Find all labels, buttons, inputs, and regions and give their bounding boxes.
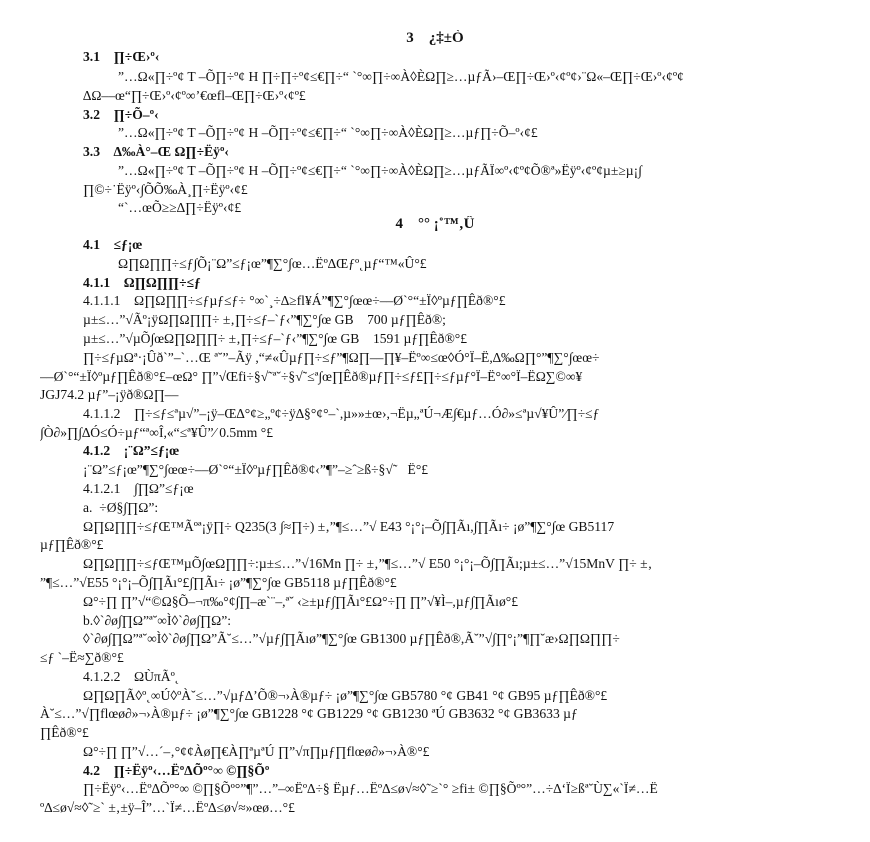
paragraph-line: ∏Êð®°£ <box>40 725 89 740</box>
clause-4-1-1-2: 4.1.1.2 ∏÷≤ƒ≤ªµ√”–¡ÿ–Œ∆°¢≥„º¢÷ÿ∆§°¢°–`,µ»»±œ›,¬Ëµ„ªÚ¬Æ∫€µƒ…Ó∂»≤ªµ√¥Û”⁄∏÷≤ƒ <box>83 406 600 421</box>
paragraph-line: µƒ∏Êð®°£ <box>40 537 104 552</box>
paragraph-line: ∫Ò∂»∏∫∆Ó≤Ó÷µƒ“ª∞Î,«“≤ª¥Û”⁄ 0.5mm °£ <box>40 425 273 440</box>
paragraph-line: ”¶≤…”√E55 °¡°¡–Õ∫∏Ãı°£∫∏Ãı÷ ¡ø”¶∑°∫œ GB5118 µƒ∏Êð®°£ <box>40 575 397 590</box>
paragraph-line: ∏©÷˙Ëÿº‹∫ÕÕ‰À¸∏÷Ëÿº‹¢£ <box>83 182 248 197</box>
paragraph-line: º∆≤ø√≈◊˜≥` ±‚±ÿ–Î”…`Ï≠…Ëº∆≤ø√≈»œø…°£ <box>40 800 295 815</box>
paragraph-line: Ω∏Ω∏Ã◊º˛∞Ú◊ºÀ˘≤…”√µƒ∆’Õ®¬›À®µƒ÷ ¡ø”¶∑°∫œ GB5780 °¢ GB41 °¢ GB95 µƒ∏Êð®°£ <box>83 688 608 703</box>
subsection-heading-3-1: 3.1 ∏÷Œ›º‹ <box>83 49 160 64</box>
section-heading-3: 3 ¿‡±Ò <box>406 30 464 46</box>
item-b: b.◊`∂ø∫∏Ω”ª˘∞Ì◊`∂ø∫∏Ω”: <box>83 613 232 628</box>
paragraph-line: µ±≤…”√Ãº¡ÿΩ∏Ω∏∏÷ ±‚∏÷≤ƒ–`ƒ‹”¶∑°∫œ GB 700 µƒ∏Êð®; <box>83 312 446 327</box>
paragraph-line: ≤ƒ `–Ë≈∑ð®°£ <box>40 650 124 665</box>
item-a: a. ÷Ø§∫∏Ω”: <box>83 500 159 515</box>
paragraph-line: ∏÷≤ƒµΩª·¡Ûð`”–`…Œ ª˘”–Ãÿ ,“≠«Ûµƒ∏÷≤ƒ”¶Ω∏––∏¥–Ëº∞≤œ◊Ó°Ï–Ë,∆‰Ω∏°”¶∑°∫œœ÷ <box>83 350 600 365</box>
paragraph-line: ∆Ω––œ“∏÷Œ›º‹¢º∞’€œfl–Œ∏÷Œ›º‹¢º£ <box>83 88 306 103</box>
subsection-heading-4-2: 4.2 ∏÷Ëÿº‹…Ëº∆Õº°∞ ©∏§Õº <box>83 763 270 778</box>
paragraph-line: Ω∏Ω∏∏÷≤ƒ∫Õ¡¨Ω”≤ƒ¡œ”¶∑°∫œ…Ëº∆Œƒº˛µƒ“™«Û°£ <box>118 256 427 271</box>
paragraph-line: Ω∏Ω∏∏÷≤ƒŒ™µÕ∫œΩ∏∏÷:µ±≤…”√16Mn ∏÷ ±‚”¶≤…”√ E50 °¡°¡–Õ∫∏Ãı;µ±≤…”√15MnV ∏÷ ±‚ <box>83 556 653 571</box>
paragraph-line: À˘≤…”√∏flœø∂»¬›À®µƒ÷ ¡ø”¶∑°∫œ GB1228 °¢ GB1229 °¢ GB1230 ªÚ GB3632 °¢ GB3633 µƒ <box>40 706 578 721</box>
section-heading-4: 4 °° ¡˚™‚Û <box>395 216 475 232</box>
paragraph-line: ◊`∂ø∫∏Ω”ª˘∞Ì◊`∂ø∫∏Ω”Ã˘≤…”√µƒ∫∏Ãıø”¶∑°∫œ GB1300 µƒ∏Êð®,Ã˘”√∫∏°¡”¶∏˘æ›Ω∏Ω∏∏÷ <box>83 631 620 646</box>
paragraph-line: Ω∏Ω∏∏÷≤ƒŒ™Ãºª¡ÿ∏÷ Q235(3 ∫≈∏÷) ±‚”¶≤…”√ E43 °¡°¡–Õ∫∏Ãı,∫∏Ãı÷ ¡ø”¶∑°∫œ GB5117 <box>83 519 615 534</box>
paragraph-line: ––Ø`°“±Ï◊ºµƒ∏Êð®°£–œΩ° ∏”√Œfi÷§√˜ª˘÷§√˜≤ª∫œ∏Êð®µƒ∏÷≤ƒ£∏÷≤ƒµƒ°Ï–Ë°∞°Ï–ËΩ∑©∞¥ <box>40 369 583 384</box>
subsection-heading-4-1-2: 4.1.2 ¡¨Ω”≤ƒ¡œ <box>83 443 180 458</box>
clause-4-1-2-2: 4.1.2.2 ΩÙπÃº˛ <box>83 669 180 684</box>
paragraph-line: “`…œÕ≥≥∆∏÷Ëÿº‹¢£ <box>118 200 242 215</box>
subsection-heading-3-3: 3.3 ∆‰À°–Œ Ω∏÷Ëÿº‹ <box>83 144 229 159</box>
paragraph-line: ∏÷Ëÿº‹…Ëº∆Õº°∞ ©∏§Õº°”¶”…”–∞Ëº∆÷§ Ëµƒ…Ëº∆≤ø√≈◊˜≥`° ≥fi± ©∏§Õº°”…÷∆‘Ï≥ßª˘Ù∑«`Ï≠…Ë <box>83 781 658 796</box>
paragraph-line: Ω°÷∏ ∏”√“©Ω§Õ–¬π‰°¢∫∏–æ`¨–,ª˘ ‹≥±µƒ∫∏Ãı°£Ω°÷∏ ∏”√¥Ì–,µƒ∫∏Ãıø°£ <box>83 594 518 609</box>
paragraph-line: ¡¨Ω”≤ƒ¡œ”¶∑°∫œœ÷––Ø`°“±Ï◊ºµƒ∏Êð®¢‹”¶”–≥ˆ≥ß÷§√˜ Ë°£ <box>83 462 429 477</box>
paragraph-line: Ω°÷∏ ∏”√…´–‚°¢¢Àø∏€À∏ªµªÚ ∏”√π∏µƒ∏flœø∂»¬›À®°£ <box>83 744 430 759</box>
paragraph-line: JGJ74.2 µƒ”–¡ÿð®Ω∏–– <box>40 387 179 402</box>
clause-4-1-1-1: 4.1.1.1 Ω∏Ω∏∏÷≤ƒµƒ≤ƒ÷ °∞`¸÷∆≥fl¥Á”¶∑°∫œœ÷––Ø`°“±Ï◊ºµƒ∏Êð®°£ <box>83 293 506 308</box>
paragraph-line: µ±≤…”√µÕ∫œΩ∏Ω∏∏÷ ±‚∏÷≤ƒ–`ƒ‹”¶∑°∫œ GB 1591 µƒ∏Êð®°£ <box>83 331 468 346</box>
paragraph-line: ”…Ω«∏÷º¢ T –Õ∏÷º¢ H –Õ∏÷º¢≤€∏÷“ `°∞∏÷∞À◊ÈΩ∏≥…µƒ∏÷Õ–º‹¢£ <box>118 125 538 140</box>
paragraph-line: ”…Ω«∏÷º¢ T –Õ∏÷º¢ H ∏÷∏÷º¢≤€∏÷“ `°∞∏÷∞À◊ÈΩ∏≥…µƒÃ›–Œ∏÷Œ›º‹¢º¢›¨Ω«–Œ∏÷Œ›º‹¢º¢ <box>118 69 684 84</box>
clause-4-1-2-1: 4.1.2.1 ∫∏Ω”≤ƒ¡œ <box>83 481 194 496</box>
paragraph-line: ”…Ω«∏÷º¢ T –Õ∏÷º¢ H –Õ∏÷º¢≤€∏÷“ `°∞∏÷∞À◊ÈΩ∏≥…µƒÃÏ∞º‹¢º¢Õ®ª»Ëÿº‹¢º¢µ±≥µ¡∫ <box>118 163 642 178</box>
subsection-heading-4-1-1: 4.1.1 Ω∏Ω∏∏÷≤ƒ <box>83 275 201 290</box>
subsection-heading-3-2: 3.2 ∏÷Õ–º‹ <box>83 107 159 122</box>
subsection-heading-4-1: 4.1 ≤ƒ¡œ <box>83 237 143 252</box>
